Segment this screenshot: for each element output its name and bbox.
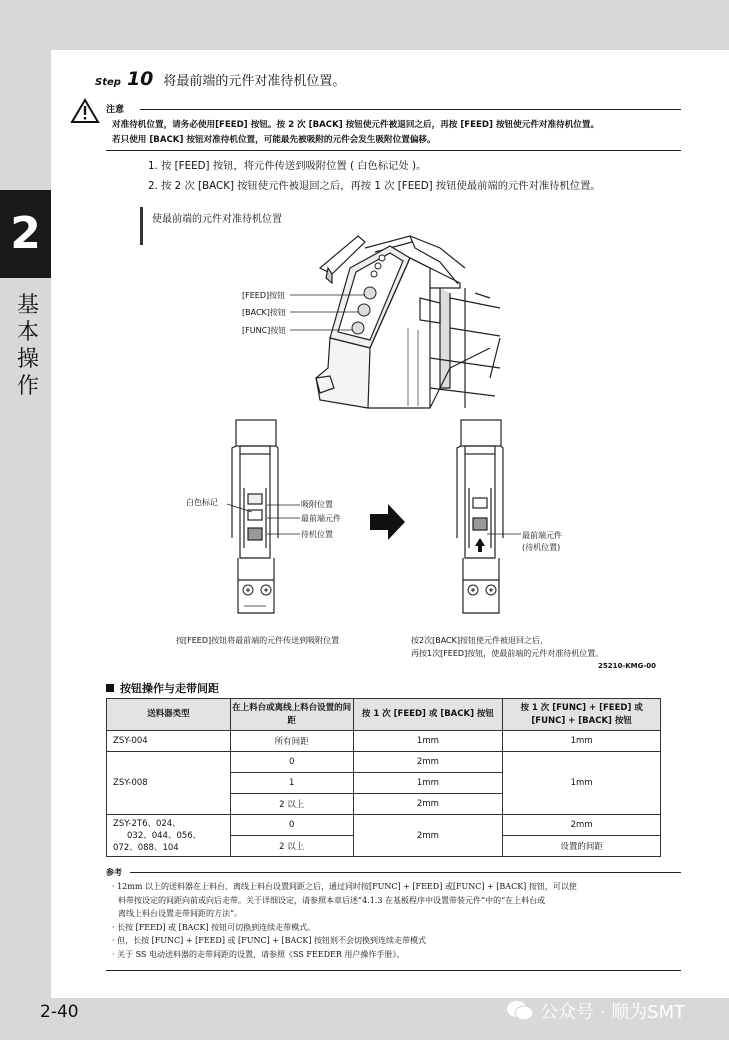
procedure-step: 2. 按 2 次 [BACK] 按钮使元件被退回之后，再按 1 次 [FEED] 按钮使最前端的元件对准待机位置。 bbox=[148, 180, 601, 192]
square-bullet-icon bbox=[106, 684, 114, 692]
reference-line: · 但，长按 [FUNC] + [FEED] 或 [FUNC] + [BACK] 按钮则不会切换到连续走带模式 bbox=[112, 936, 427, 946]
figure-desc-left: 按[FEED]按钮将最前端的元件传送到吸附位置 bbox=[176, 636, 340, 645]
table-header-row bbox=[107, 699, 661, 731]
table-cell: 1 bbox=[230, 773, 353, 794]
feeder-top-drawing bbox=[290, 228, 510, 413]
reference-line: · 长按 [FEED] 或 [BACK] 按钮可切换到连续走带模式。 bbox=[112, 922, 316, 932]
watermark bbox=[506, 998, 685, 1024]
note-label: 注意 bbox=[106, 105, 125, 115]
table-cell: 2mm bbox=[353, 752, 503, 773]
table-cell: 2mm bbox=[503, 815, 661, 836]
reference-bottom-rule bbox=[106, 970, 681, 971]
table-header: 按 1 次 [FUNC] + [FEED] 或 [FUNC] + [BACK] 按钮 bbox=[503, 699, 661, 731]
chapter-title: 基本操作 bbox=[16, 293, 39, 399]
button-pitch-table bbox=[106, 698, 661, 857]
step-number: 10 bbox=[126, 68, 154, 90]
model-line: 032、044、056、 bbox=[127, 830, 202, 841]
wechat-icon bbox=[506, 999, 534, 1023]
reference-line: 离线上料台设置走带间距的方法”。 bbox=[118, 909, 243, 919]
callout-feed-button: [FEED]按钮 bbox=[242, 291, 286, 300]
reference-line: 料带按设定的间距向前或向后走带。关于详细设定，请参照本章后述“4.1.3 在基板程序中设置带装元件”中的“在上料台或 bbox=[118, 895, 546, 905]
table-cell: ZSY-008 bbox=[107, 752, 231, 815]
figure-code: 25210-KMG-00 bbox=[598, 662, 657, 670]
table-cell: 2mm bbox=[353, 794, 503, 815]
note-top-rule bbox=[140, 109, 681, 110]
model-line: 072、088、104 bbox=[113, 842, 179, 853]
callout-func-button: [FUNC]按钮 bbox=[242, 326, 287, 335]
table-cell: ZSY-004 bbox=[107, 731, 231, 752]
table-cell bbox=[107, 815, 231, 857]
table-header: 送料器类型 bbox=[107, 699, 231, 731]
callout-back-button: [BACK]按钮 bbox=[242, 308, 286, 317]
note-line: 若只使用 [BACK] 按钮对准待机位置，可能最先被吸附的元件会发生吸附位置偏移。 bbox=[112, 135, 436, 145]
procedure-list bbox=[148, 156, 601, 196]
step-title: 将最前端的元件对准待机位置。 bbox=[163, 74, 346, 89]
chapter-number-tab: 2 bbox=[0, 190, 51, 278]
table-cell: 2 以上 bbox=[230, 836, 353, 857]
step-heading bbox=[95, 68, 345, 90]
table-cell: 1mm bbox=[353, 731, 503, 752]
table-row bbox=[107, 815, 661, 836]
reference-line: · 12mm 以上的送料器在上料台、离线上料台设置间距之后，通过同时按[FUNC] + [FEED] 或[FUNC] + [BACK] 按钮，可以使 bbox=[112, 882, 577, 891]
callout-front-component: 最前端元件 bbox=[301, 514, 341, 523]
note-text bbox=[112, 118, 599, 148]
table-header: 在上料台或离线上料台设置的间距 bbox=[230, 699, 353, 731]
figure-desc-right-line: 按2次[BACK]按钮使元件被退回之后， bbox=[411, 636, 548, 645]
callout-right-line: (待机位置) bbox=[522, 543, 561, 552]
table-header: 按 1 次 [FEED] 或 [BACK] 按钮 bbox=[353, 699, 503, 731]
table-row bbox=[107, 752, 661, 773]
table-cell: 1mm bbox=[353, 773, 503, 794]
model-line: ZSY-2T6、024、 bbox=[113, 818, 181, 829]
watermark-text: 公众号 · 顺为SMT bbox=[540, 1002, 686, 1023]
warning-icon bbox=[70, 98, 100, 124]
feeder-after-drawing bbox=[455, 418, 505, 618]
table-row bbox=[107, 731, 661, 752]
section-heading bbox=[106, 680, 219, 696]
reference-top-rule bbox=[130, 872, 681, 873]
callout-pick-position: 吸附位置 bbox=[301, 500, 333, 509]
callout-right-line: 最前端元件 bbox=[522, 531, 562, 540]
table-cell: 2 以上 bbox=[230, 794, 353, 815]
table-cell: 2mm bbox=[353, 815, 503, 857]
table-cell: 所有间距 bbox=[230, 731, 353, 752]
reference-text bbox=[112, 880, 577, 962]
procedure-step: 1. 按 [FEED] 按钮，将元件传送到吸附位置 ( 白色标记处 )。 bbox=[148, 160, 427, 172]
table-cell: 设置的间距 bbox=[503, 836, 661, 857]
table-cell: 1mm bbox=[503, 752, 661, 815]
callout-lines-left bbox=[222, 500, 312, 540]
note-line: 对准待机位置，请务必使用[FEED] 按钮。按 2 次 [BACK] 按钮使元件被退回之后，再按 [FEED] 按钮使元件对准待机位置。 bbox=[112, 120, 600, 130]
callout-standby-position: 待机位置 bbox=[301, 530, 333, 539]
table-cell: 1mm bbox=[503, 731, 661, 752]
step-word: Step bbox=[95, 77, 121, 88]
callout-right-label bbox=[522, 530, 562, 554]
callout-line-right bbox=[487, 528, 522, 540]
figure-caption: 使最前端的元件对准待机位置 bbox=[152, 214, 282, 225]
figure-caption-bar bbox=[140, 207, 143, 245]
callout-white-mark: 白色标记 bbox=[186, 498, 218, 507]
section-title: 按钮操作与走带间距 bbox=[120, 682, 219, 695]
table-cell: 0 bbox=[230, 815, 353, 836]
right-arrow-icon bbox=[370, 502, 406, 542]
reference-line: · 关于 SS 电动送料器的走带间距的设置，请参照《SS FEEDER 用户操作手册》。 bbox=[112, 949, 405, 959]
note-bottom-rule bbox=[106, 150, 681, 151]
figure-desc-right bbox=[411, 634, 603, 660]
figure-desc-right-line: 再按1次[FEED]按钮，使最前端的元件对准待机位置。 bbox=[411, 649, 604, 658]
page-number: 2-40 bbox=[40, 1002, 79, 1022]
reference-label: 参考 bbox=[106, 868, 122, 877]
table-cell: 0 bbox=[230, 752, 353, 773]
